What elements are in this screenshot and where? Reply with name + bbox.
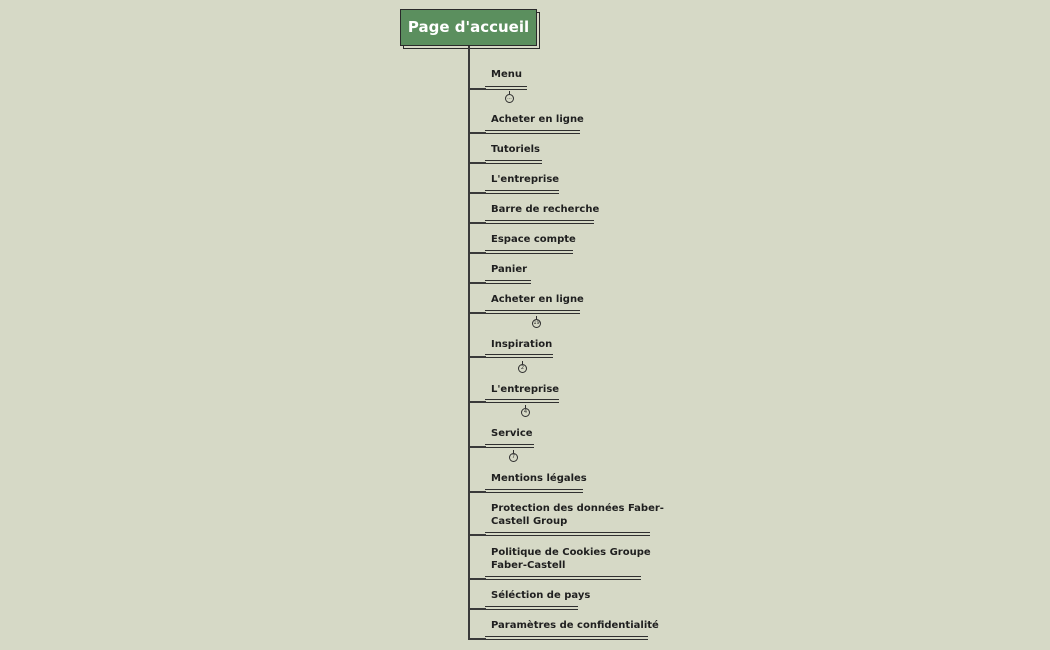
branch-connector: [468, 222, 486, 224]
subtopic-underline: [485, 310, 580, 314]
subtopic-label[interactable]: Service: [491, 428, 533, 439]
subtopic-underline: [485, 250, 573, 254]
collapsed-children-count-badge[interactable]: ...: [505, 94, 514, 103]
subtopic-label[interactable]: Acheter en ligne: [491, 114, 584, 125]
subtopic-underline: [485, 636, 648, 640]
branch-connector: [468, 132, 486, 134]
branch-connector: [468, 446, 486, 448]
collapsed-children-count-badge[interactable]: 4: [521, 408, 530, 417]
subtopic-underline: [485, 280, 531, 284]
subtopic-underline: [485, 606, 578, 610]
root-topic-page-d-accueil[interactable]: Page d'accueil: [400, 9, 537, 46]
branch-connector: [468, 608, 486, 610]
subtopic-label[interactable]: L'entreprise: [491, 174, 560, 185]
subtopic-label[interactable]: Acheter en ligne: [491, 294, 584, 305]
subtopic-underline: [485, 220, 594, 224]
subtopic-underline: [485, 160, 542, 164]
subtopic-label[interactable]: Espace compte: [491, 234, 576, 245]
subtopic-underline: [485, 576, 641, 580]
main-connector-line: [468, 46, 470, 640]
subtopic-label[interactable]: Protection des données Faber- Castell Group: [491, 503, 664, 527]
branch-connector: [468, 252, 486, 254]
branch-connector: [468, 638, 486, 640]
subtopic-label[interactable]: Séléction de pays: [491, 590, 591, 601]
subtopic-underline: [485, 86, 527, 90]
subtopic-label[interactable]: Barre de recherche: [491, 204, 600, 215]
subtopic-label[interactable]: Menu: [491, 69, 522, 80]
subtopic-label[interactable]: Politique de Cookies Groupe Faber-Castell: [491, 547, 651, 571]
collapsed-children-count-badge[interactable]: 19: [533, 320, 540, 326]
branch-connector: [468, 282, 486, 284]
branch-connector: [468, 162, 486, 164]
subtopic-label[interactable]: Inspiration: [491, 339, 553, 350]
collapsed-children-count-badge[interactable]: 2: [518, 364, 527, 373]
subtopic-label[interactable]: L'entreprise: [491, 384, 560, 395]
branch-connector: [468, 192, 486, 194]
branch-connector: [468, 401, 486, 403]
branch-connector: [468, 356, 486, 358]
collapsed-children-count-badge[interactable]: 7: [509, 453, 518, 462]
branch-connector: [468, 491, 486, 493]
subtopic-underline: [485, 489, 583, 493]
subtopic-underline: [485, 399, 559, 403]
subtopic-label[interactable]: Tutoriels: [491, 144, 541, 155]
subtopic-underline: [485, 532, 650, 536]
branch-connector: [468, 534, 486, 536]
branch-connector: [468, 88, 486, 90]
subtopic-underline: [485, 444, 534, 448]
subtopic-underline: [485, 354, 553, 358]
branch-connector: [468, 312, 486, 314]
subtopic-underline: [485, 190, 559, 194]
subtopic-underline: [485, 130, 580, 134]
subtopic-label[interactable]: Panier: [491, 264, 528, 275]
branch-connector: [468, 578, 486, 580]
subtopic-label[interactable]: Paramètres de confidentialité: [491, 620, 659, 631]
subtopic-label[interactable]: Mentions légales: [491, 473, 587, 484]
